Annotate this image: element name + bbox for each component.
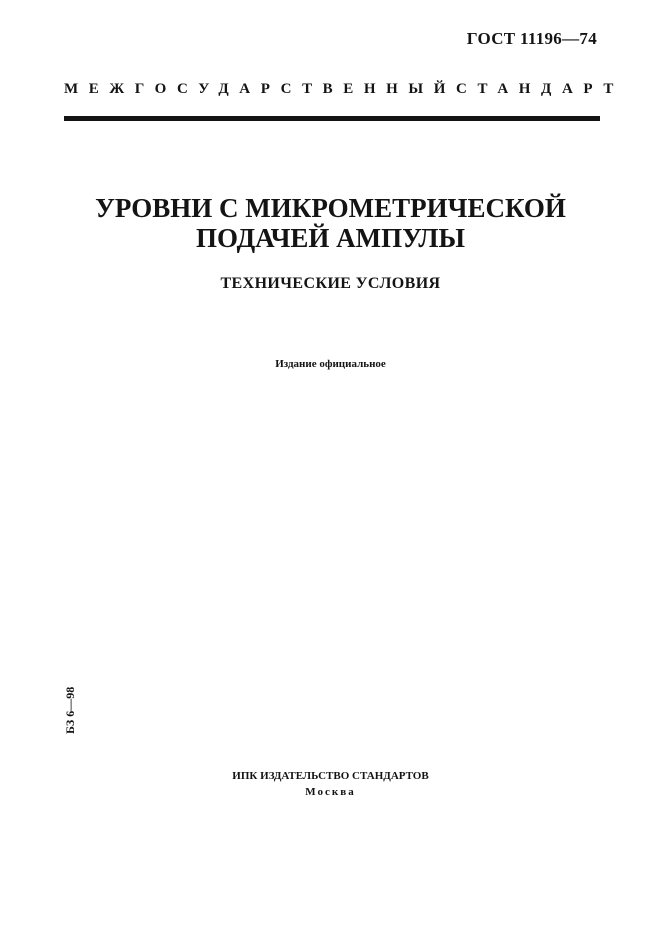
- standard-type-word-standard: СТАНДАРТ: [456, 81, 624, 97]
- publisher-city: Москва: [305, 786, 356, 798]
- side-code: БЗ 6—98: [63, 686, 77, 734]
- edition-note: Издание официальное: [275, 358, 386, 370]
- title-line-2: ПОДАЧЕЙ АМПУЛЫ: [195, 223, 466, 253]
- standard-type-word-interstate: МЕЖГОСУДАРСТВЕННЫЙ: [64, 81, 457, 97]
- document-subtitle: ТЕХНИЧЕСКИЕ УСЛОВИЯ: [220, 275, 441, 292]
- publisher-name: ИПК ИЗДАТЕЛЬСТВО СТАНДАРТОВ: [232, 770, 429, 782]
- header-rule: [64, 116, 600, 121]
- standard-type-heading: [64, 81, 624, 98]
- gost-number: ГОСТ 11196—74: [466, 29, 597, 48]
- document-title: [0, 193, 661, 253]
- title-line-1: УРОВНИ С МИКРОМЕТРИЧЕСКОЙ: [95, 193, 566, 223]
